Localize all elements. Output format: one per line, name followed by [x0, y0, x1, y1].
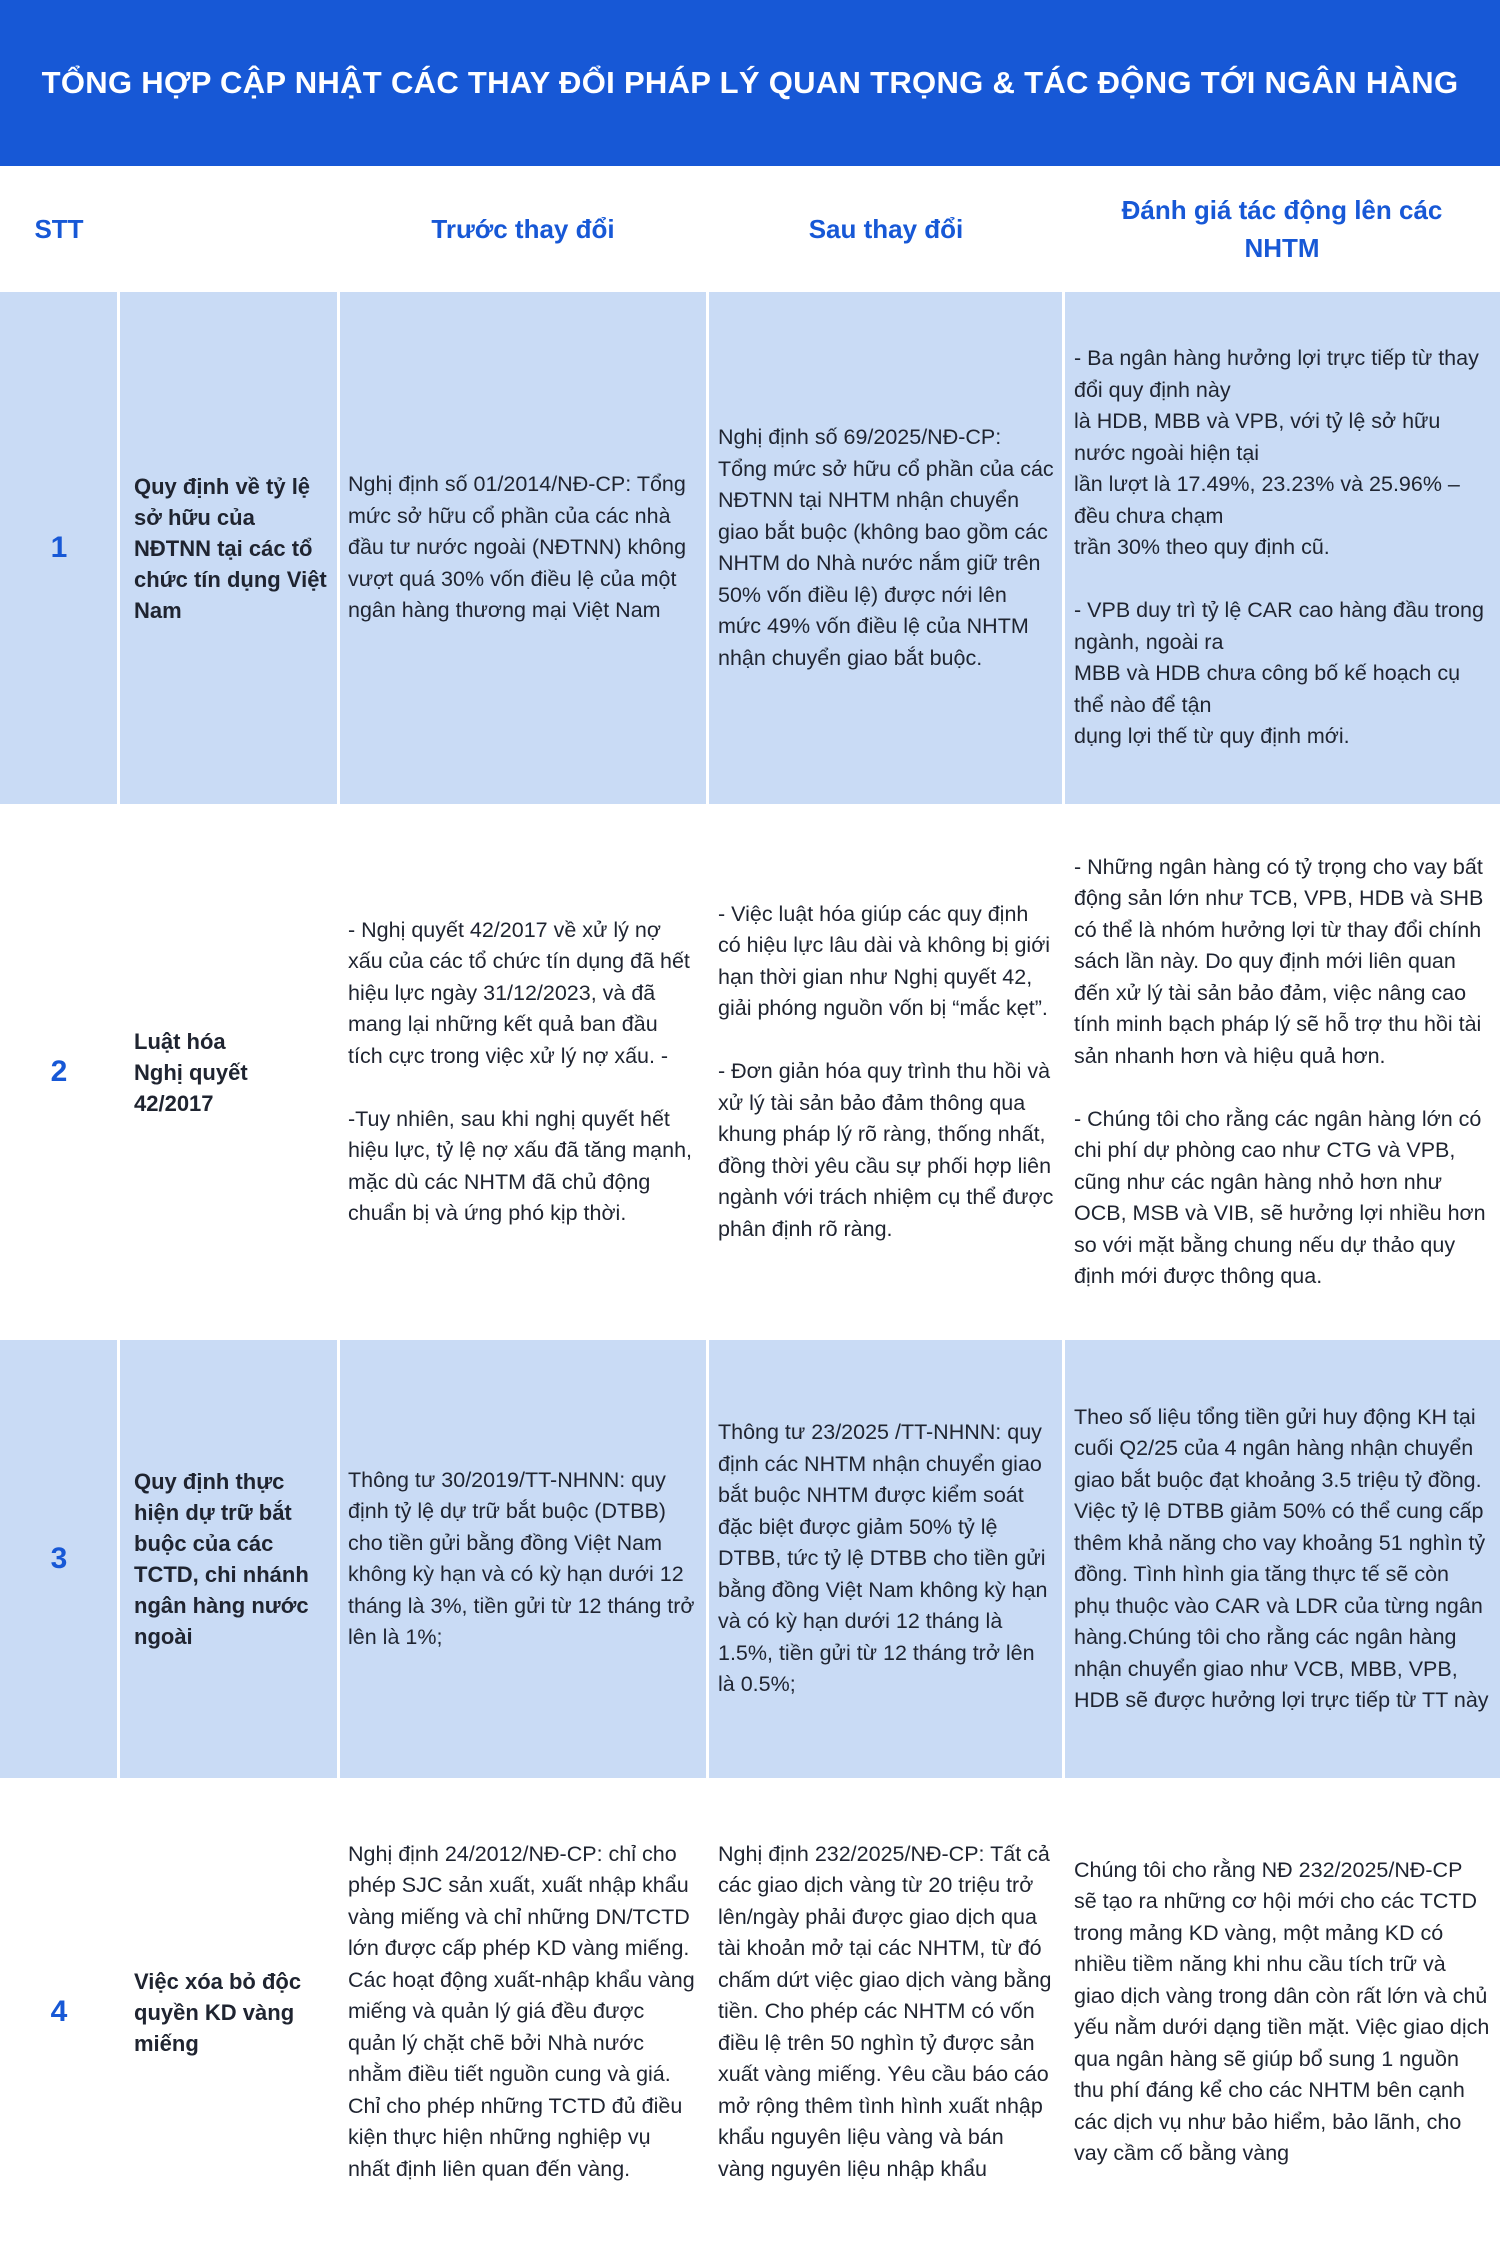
row-number: 1 — [50, 531, 68, 565]
table-row — [0, 1340, 1500, 1778]
column-divider — [337, 292, 340, 804]
before-cell: Thông tư 30/2019/TT-NHNN: quy định tỷ lệ dự trữ bắt buộc (DTBB) cho tiền gửi bằng đồng Việt Nam không kỳ hạn và có kỳ hạn dưới 12 tháng là 3%, tiền gửi từ 12 tháng trở lên là 1%; — [348, 1467, 695, 1649]
before-cell: Nghị định 24/2012/NĐ-CP: chỉ cho phép SJC sản xuất, xuất nhập khẩu vàng miếng và chỉ những DN/TCTD lớn được cấp phép KD vàng miếng. Các hoạt động xuất-nhập khẩu vàng miếng và quản lý giá đều được quản lý chặt chẽ bởi Nhà nước nhằm điều tiết nguồn cung và giá. Chỉ cho phép những TCTD đủ điều kiện thực hiện những nghiệp vụ nhất định liên quan đến vàng. — [348, 1841, 695, 2181]
column-divider — [706, 1340, 709, 1778]
page-title: TỔNG HỢP CẬP NHẬT CÁC THAY ĐỔI PHÁP LÝ QUAN TRỌNG & TÁC ĐỘNG TỚI NGÂN HÀNG — [41, 65, 1459, 100]
table-row — [0, 292, 1500, 804]
row-title: Quy định thực hiện dự trữ bắt buộc của các TCTD, chi nhánh ngân hàng nước ngoài — [134, 1469, 309, 1649]
column-header-after: Sau thay đổi — [808, 214, 964, 244]
table-row — [0, 1778, 1500, 2246]
table-header — [0, 166, 1500, 292]
row-number: 2 — [50, 1055, 68, 1089]
after-cell: Nghị định số 69/2025/NĐ-CP: Tổng mức sở hữu cổ phần của các NĐTNN tại NHTM nhận chuyển giao bắt buộc (không bao gồm các NHTM do Nhà nước nắm giữ trên 50% vốn điều lệ) được nới lên mức 49% vốn điều lệ của NHTM nhận chuyển giao bắt buộc. — [718, 425, 1054, 670]
column-divider — [1062, 1340, 1065, 1778]
impact-cell: Theo số liệu tổng tiền gửi huy động KH tại cuối Q2/25 của 4 ngân hàng nhận chuyển giao bắt buộc đạt khoảng 3.5 triệu tỷ đồng. Việc tỷ lệ DTBB giảm 50% có thể cung cấp thêm khả năng cho vay khoảng 51 nghìn tỷ đồng. Tình hình gia tăng thực tế sẽ còn phụ thuộc vào CAR và LDR của từng ngân hàng.Chúng tôi cho rằng các ngân hàng nhận chuyển giao như VCB, MBB, VPB, HDB sẽ được hưởng lợi trực tiếp từ TT này — [1074, 1404, 1489, 1712]
column-header-before: Trước thay đổi — [431, 214, 615, 244]
column-header-impact: Đánh giá tác động lên các NHTM — [1121, 195, 1443, 263]
row-title: Quy định về tỷ lệ sở hữu của NĐTNN tại các tổ chức tín dụng Việt Nam — [134, 473, 327, 623]
row-title: Việc xóa bỏ độc quyền KD vàng miếng — [134, 1968, 302, 2056]
before-cell: - Nghị quyết 42/2017 về xử lý nợ xấu của các tổ chức tín dụng đã hết hiệu lực ngày 31/12/2023, và đã mang lại những kết quả ban đầu tích cực trong việc xử lý nợ xấu. - -Tuy nhiên, sau khi nghị quyết hết hiệu lực, tỷ lệ nợ xấu đã tăng mạnh, mặc dù các NHTM đã chủ động chuẩn bị và ứng phó kịp thời. — [348, 917, 693, 1225]
after-cell: Nghị định 232/2025/NĐ-CP: Tất cả các giao dịch vàng từ 20 triệu trở lên/ngày phải được giao dịch qua tài khoản mở tại các NHTM, từ đó chấm dứt việc giao dịch vàng bằng tiền. Cho phép các NHTM có vốn điều lệ trên 50 nghìn tỷ được sản xuất vàng miếng. Yêu cầu báo cáo mở rộng thêm tình hình xuất nhập khẩu nguyên liệu vàng và bán vàng nguyên liệu nhập khẩu — [718, 1841, 1052, 2181]
column-divider — [117, 1340, 120, 1778]
column-header-stt: STT — [34, 214, 84, 244]
column-divider — [117, 292, 120, 804]
after-cell: - Việc luật hóa giúp các quy định có hiệu lực lâu dài và không bị giới hạn thời gian như Nghị quyết 42, giải phóng nguồn vốn bị “mắc kẹt”. - Đơn giản hóa quy trình thu hồi và xử lý tài sản bảo đảm thông qua khung pháp lý rõ ràng, thống nhất, đồng thời yêu cầu sự phối hợp liên ngành với trách nhiệm cụ thể được phân định rõ ràng. — [718, 901, 1054, 1241]
column-divider — [1062, 292, 1065, 804]
impact-cell: - Ba ngân hàng hưởng lợi trực tiếp từ thay đổi quy định này là HDB, MBB và VPB, với tỷ lệ sở hữu nước ngoài hiện tại lần lượt là 17.49%, 23.23% và 25.96% – đều chưa chạm trần 30% theo quy định cũ. - VPB duy trì tỷ lệ CAR cao hàng đầu trong ngành, ngoài ra MBB và HDB chưa công bố kế hoạch cụ thể nào để tận dụng lợi thế từ quy định mới. — [1074, 346, 1484, 749]
column-divider — [337, 1340, 340, 1778]
before-cell: Nghị định số 01/2014/NĐ-CP: Tổng mức sở hữu cổ phần của các nhà đầu tư nước ngoài (NĐTNN) không vượt quá 30% vốn điều lệ của một ngân hàng thương mại Việt Nam — [348, 472, 687, 623]
impact-cell: Chúng tôi cho rằng NĐ 232/2025/NĐ-CP sẽ tạo ra những cơ hội mới cho các TCTD trong mảng KD vàng, một mảng KD có nhiều tiềm năng khi nhu cầu tích trữ và giao dịch vàng trong dân còn rất lớn và chủ yếu nằm dưới dạng tiền mặt. Việc giao dịch qua ngân hàng sẽ giúp bổ sung 1 nguồn thu phí đáng kể cho các NHTM bên cạnh các dịch vụ như bảo hiểm, bảo lãnh, cho vay cầm cố bằng vàng — [1074, 1857, 1490, 2165]
column-divider — [706, 292, 709, 804]
row-number: 4 — [50, 1995, 68, 2029]
title-banner — [0, 0, 1500, 166]
after-cell: Thông tư 23/2025 /TT-NHNN: quy định các NHTM nhận chuyển giao bắt buộc NHTM được kiểm soát đặc biệt được giảm 50% tỷ lệ DTBB, tức tỷ lệ DTBB cho tiền gửi bằng đồng Việt Nam không kỳ hạn và có kỳ hạn dưới 12 tháng là 1.5%, tiền gửi từ 12 tháng trở lên là 0.5%; — [718, 1420, 1048, 1697]
impact-cell: - Những ngân hàng có tỷ trọng cho vay bất động sản lớn như TCB, VPB, HDB và SHB có thể là nhóm hưởng lợi từ thay đổi chính sách lần này. Do quy định mới liên quan đến xử lý tài sản bảo đảm, việc nâng cao tính minh bạch pháp lý sẽ hỗ trợ thu hồi tài sản nhanh hơn và hiệu quả hơn. - Chúng tôi cho rằng các ngân hàng lớn có chi phí dự phòng cao như CTG và VPB, cũng như các ngân hàng nhỏ hơn như OCB, MSB và VIB, sẽ hưởng lợi nhiều hơn so với mặt bằng chung nếu dự thảo quy định mới được thông qua. — [1074, 854, 1486, 1288]
row-title: Luật hóa Nghị quyết 42/2017 — [134, 1028, 248, 1116]
row-number: 3 — [50, 1542, 68, 1576]
table-row — [0, 804, 1500, 1340]
